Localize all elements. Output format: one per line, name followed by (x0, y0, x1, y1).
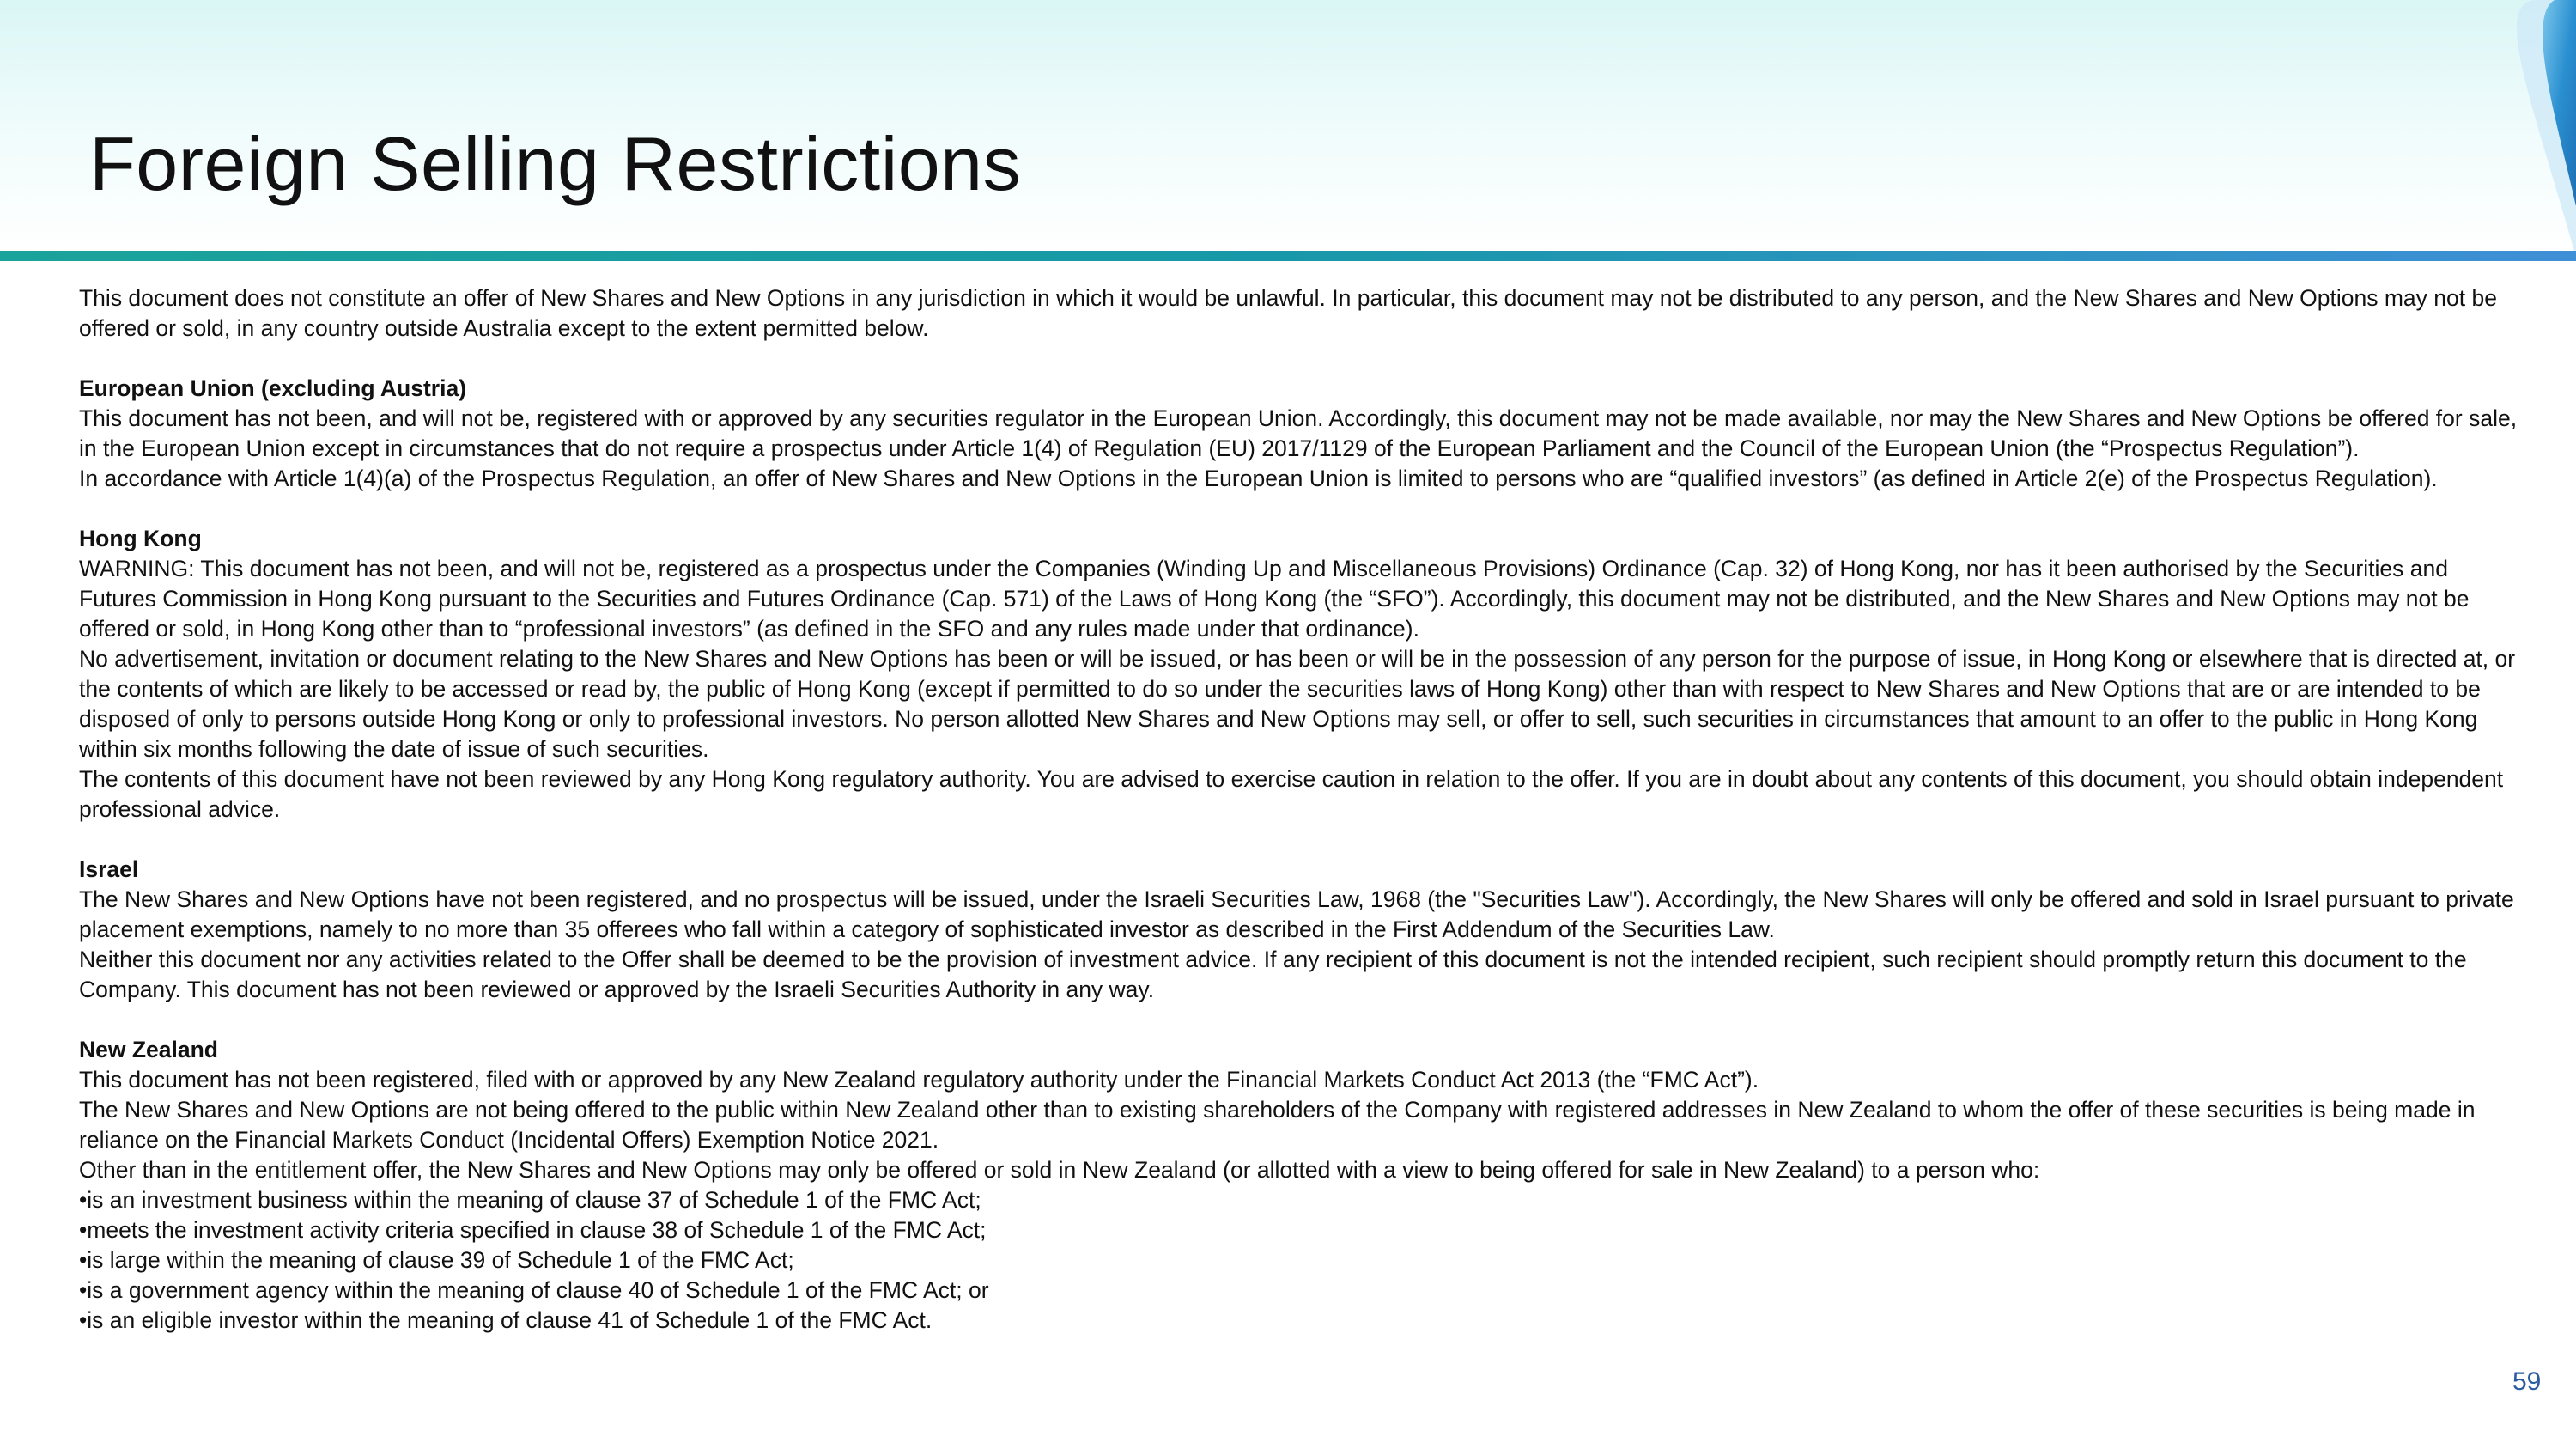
nz-paragraph-2: The New Shares and New Options are not being offered to the public within New Zealand other than to existing shareholders of the Company with registered addresses in New Zealand to whom the offer of these securities is being made in reliance on the Financial Markets Conduct (Incidental Offers) Exemption Notice 2021. (79, 1097, 2476, 1153)
hk-paragraph-2: No advertisement, invitation or document relating to the New Shares and New Options has been or will be issued, or has been or will be in the possession of any person for the purpose of issue, in Hong Kong or elsewhere that is directed at, or the contents of which are likely to be accessed or read by, the public of Hong Kong (except if permitted to do so under the securities laws of Hong Kong) other than with respect to New Shares and New Options that are or are intended to be disposed of only to persons outside Hong Kong or only to professional investors. No person allotted New Shares and New Options may sell, or offer to sell, such securities in circumstances that amount to an offer to the public in Hong Kong within six months following the date of issue of such securities. (79, 646, 2516, 762)
israel-paragraph-2: Neither this document nor any activities related to the Offer shall be deemed to be the provision of investment advice. If any recipient of this document is not the intended recipient, such recipient should promptly return this document to the Company. This document has not been reviewed or approved by the Israeli Securities Authority in any way. (79, 947, 2467, 1002)
list-item: •is an investment business within the meaning of clause 37 of Schedule 1 of the FMC Act; (79, 1187, 981, 1213)
section-heading-new-zealand: New Zealand (79, 1037, 218, 1062)
nz-paragraph-3: Other than in the entitlement offer, the New Shares and New Options may only be offered or sold in New Zealand (or allotted with a view to being offered for sale in New Zealand) to a person who: (79, 1157, 2040, 1183)
list-item: •is an eligible investor within the meaning of clause 41 of Schedule 1 of the FMC Act. (79, 1307, 933, 1333)
document-body (79, 283, 2526, 1336)
accent-divider (0, 251, 2576, 261)
hk-paragraph-1: WARNING: This document has not been, and will not be, registered as a prospectus under the Companies (Winding Up and Miscellaneous Provisions) Ordinance (Cap. 32) of Hong Kong, nor has it been authorised by the Securities and Futures Commission in Hong Kong pursuant to the Securities and Futures Ordinance (Cap. 571) of the Laws of Hong Kong (the “SFO”). Accordingly, this document may not be distributed, and the New Shares and New Options may not be offered or sold, in Hong Kong other than to “professional investors” (as defined in the SFO and any rules made under that ordinance). (79, 556, 2470, 642)
section-heading-israel: Israel (79, 856, 139, 882)
hk-paragraph-3: The contents of this document have not been reviewed by any Hong Kong regulatory authority. You are advised to exercise caution in relation to the offer. If you are in doubt about any contents of this document, you should obtain independent professional advice. (79, 766, 2504, 822)
list-item: •meets the investment activity criteria specified in clause 38 of Schedule 1 of the FMC Act; (79, 1217, 987, 1243)
section-heading-eu: European Union (excluding Austria) (79, 375, 467, 401)
list-item: •is a government agency within the meaning of clause 40 of Schedule 1 of the FMC Act; or (79, 1277, 989, 1303)
section-heading-hong-kong: Hong Kong (79, 526, 202, 551)
nz-paragraph-1: This document has not been registered, filed with or approved by any New Zealand regulatory authority under the Financial Markets Conduct Act 2013 (the “FMC Act”). (79, 1067, 1759, 1093)
intro-paragraph: This document does not constitute an offer of New Shares and New Options in any jurisdiction in which it would be unlawful. In particular, this document may not be distributed to any person, and the New Shares and New Options may not be offered or sold, in any country outside Australia except to the extent permitted below. (79, 285, 2497, 341)
page-title: Foreign Selling Restrictions (89, 121, 1022, 206)
eu-paragraph-1: This document has not been, and will not be, registered with or approved by any securities regulator in the European Union. Accordingly, this document may not be made available, nor may the New Shares and New Options be offered for sale, in the European Union except in circumstances that do not require a prospectus under Article 1(4) of Regulation (EU) 2017/1129 of the European Parliament and the Council of the European Union (the “Prospectus Regulation”). (79, 405, 2518, 461)
israel-paragraph-1: The New Shares and New Options have not been registered, and no prospectus will be issued, under the Israeli Securities Law, 1968 (the "Securities Law"). Accordingly, the New Shares will only be offered and sold in Israel pursuant to private placement exemptions, namely to no more than 35 offerees who fall within a category of sophisticated investor as described in the First Addendum of the Securities Law. (79, 886, 2514, 942)
decorative-swoosh (2353, 0, 2576, 258)
eu-paragraph-2: In accordance with Article 1(4)(a) of the Prospectus Regulation, an offer of New Shares and New Options in the European Union is limited to persons who are “qualified investors” (as defined in Article 2(e) of the Prospectus Regulation). (79, 466, 2438, 491)
list-item: •is large within the meaning of clause 39 of Schedule 1 of the FMC Act; (79, 1247, 794, 1273)
page-number: 59 (2512, 1367, 2542, 1396)
slide-header (0, 0, 2576, 251)
